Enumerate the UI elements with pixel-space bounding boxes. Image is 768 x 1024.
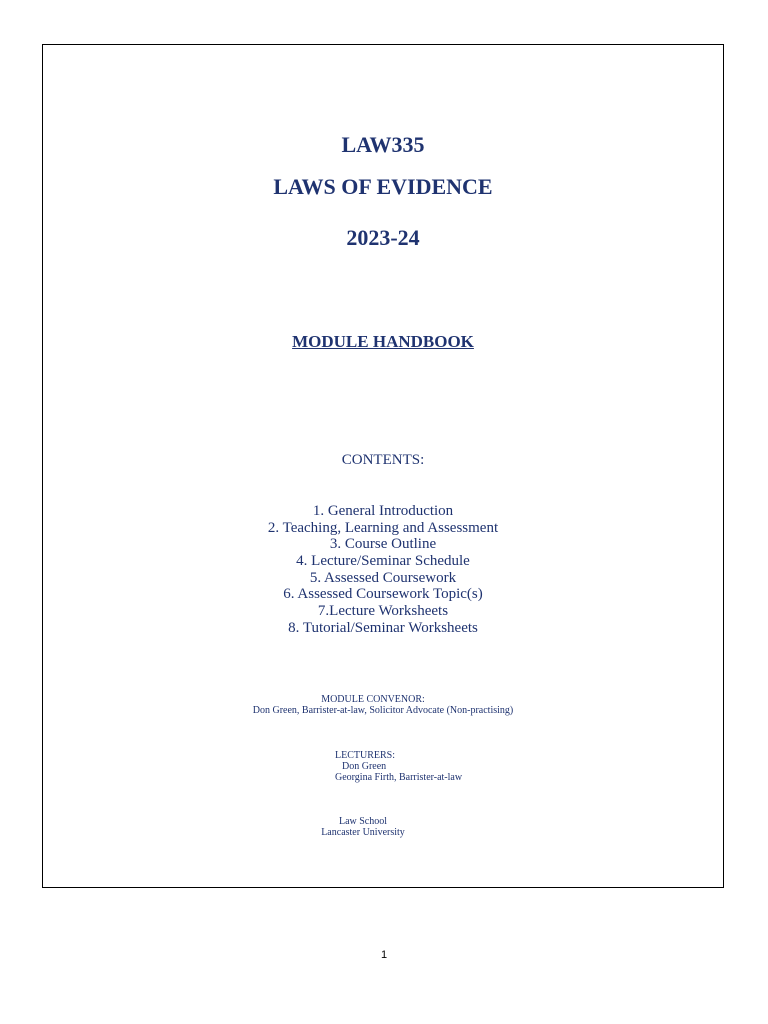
module-code: LAW335 — [341, 132, 425, 157]
page-number: 1 — [380, 949, 388, 961]
document-type-heading: MODULE HANDBOOK — [292, 332, 474, 351]
lecturers-label: LECTURERS: — [335, 750, 396, 761]
contents-item: 6. Assessed Coursework Topic(s) — [283, 586, 483, 603]
contents-item: 2. Teaching, Learning and Assessment — [267, 519, 499, 536]
lecturer-name: Don Green — [342, 761, 387, 772]
module-title: LAWS OF EVIDENCE — [273, 174, 493, 199]
contents-item: 8. Tutorial/Seminar Worksheets — [288, 619, 478, 636]
school-name: Law School — [338, 816, 388, 827]
contents-item: 3. Course Outline — [329, 536, 437, 553]
university-name: Lancaster University — [321, 827, 405, 838]
convenor-name: Don Green, Barrister-at-law, Solicitor Advocate (Non-practising) — [252, 705, 514, 716]
contents-label: CONTENTS: — [341, 452, 425, 468]
lecturer-name: Georgina Firth, Barrister-at-law — [335, 772, 463, 783]
contents-item: 5. Assessed Coursework — [309, 569, 457, 586]
academic-year: 2023-24 — [346, 225, 420, 250]
contents-item: 4. Lecture/Seminar Schedule — [296, 553, 470, 570]
convenor-label: MODULE CONVENOR: — [321, 694, 425, 705]
contents-list — [43, 503, 723, 637]
contents-item: 1. General Introduction — [312, 503, 454, 519]
cover-page-frame — [42, 44, 724, 888]
contents-item: 7.Lecture Worksheets — [317, 603, 449, 620]
